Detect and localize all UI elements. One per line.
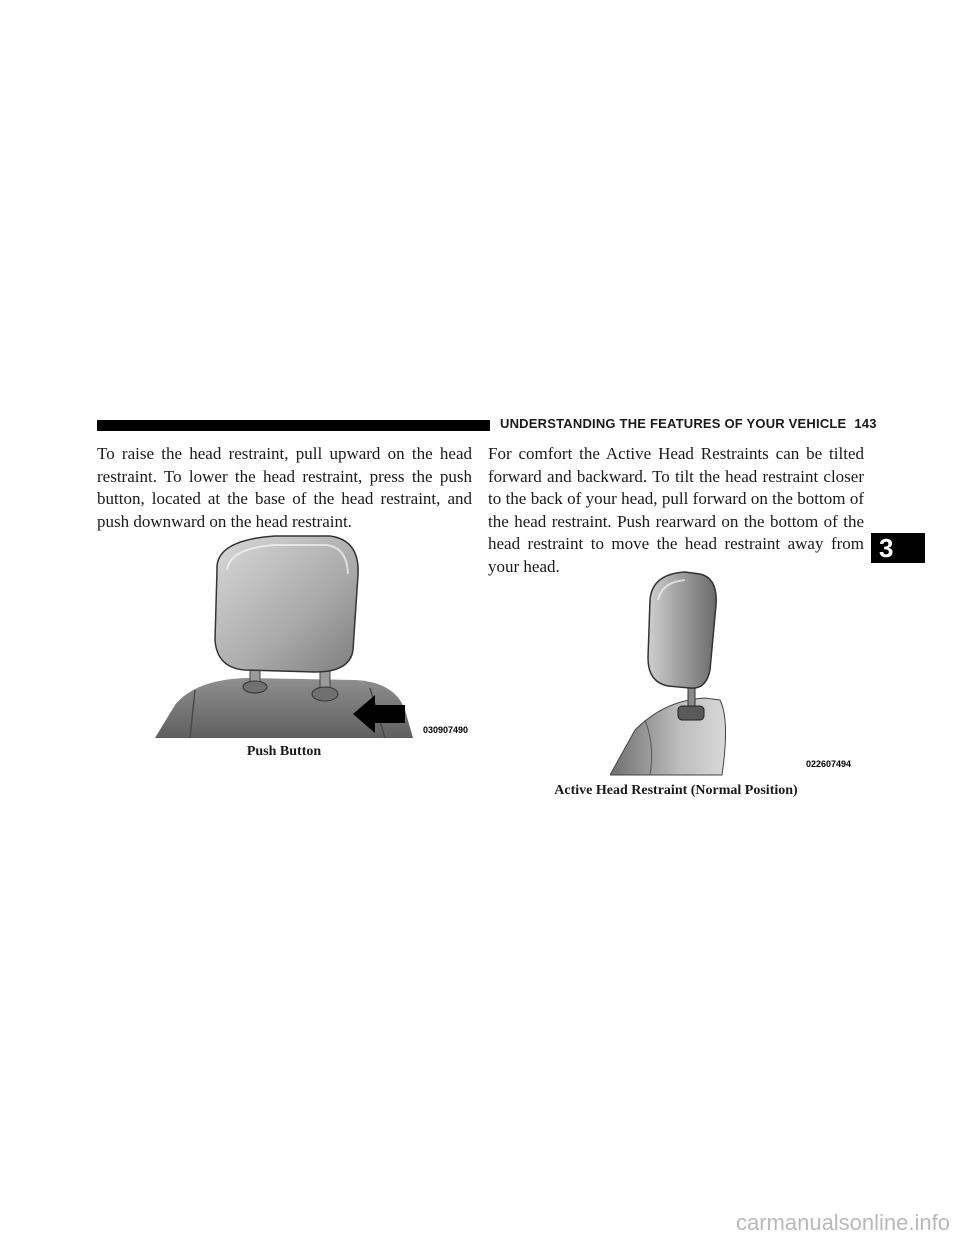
body-paragraph-raise-lower: To raise the head restraint, pull upward on the head restraint. To lower the head restraint, press the push button, located at the base of the head restraint, and push downward on the head restraint. <box>97 444 472 531</box>
figure-code: 030907490 <box>423 725 469 735</box>
right-column <box>488 443 864 578</box>
chapter-tab: 3 <box>871 533 925 563</box>
figure-caption-active-head-restraint: Active Head Restraint (Normal Position) <box>554 783 798 798</box>
page-number: 143 <box>854 416 877 431</box>
head-restraint-side-illustration <box>610 570 865 780</box>
head-restraint-front-illustration <box>155 530 473 740</box>
figure-active-head-restraint <box>610 570 865 780</box>
section-title: UNDERSTANDING THE FEATURES OF YOUR VEHICLE <box>500 416 847 431</box>
watermark: carmanualsonline.info <box>735 1210 950 1235</box>
running-header <box>500 416 877 431</box>
header-rule <box>97 420 490 431</box>
figure-code: 022607494 <box>806 759 852 769</box>
body-paragraph-tilt: For comfort the Active Head Restraints can be tilted forward and backward. To tilt the head restraint closer to the back of your head, pull forward on the bottom of the head restraint. Push rearward on the bottom of the head restraint to move the head restraint away from your head. <box>488 444 864 576</box>
figure-caption-push-button: Push Button <box>246 744 322 759</box>
left-column <box>97 443 472 533</box>
figure-push-button <box>155 530 473 740</box>
